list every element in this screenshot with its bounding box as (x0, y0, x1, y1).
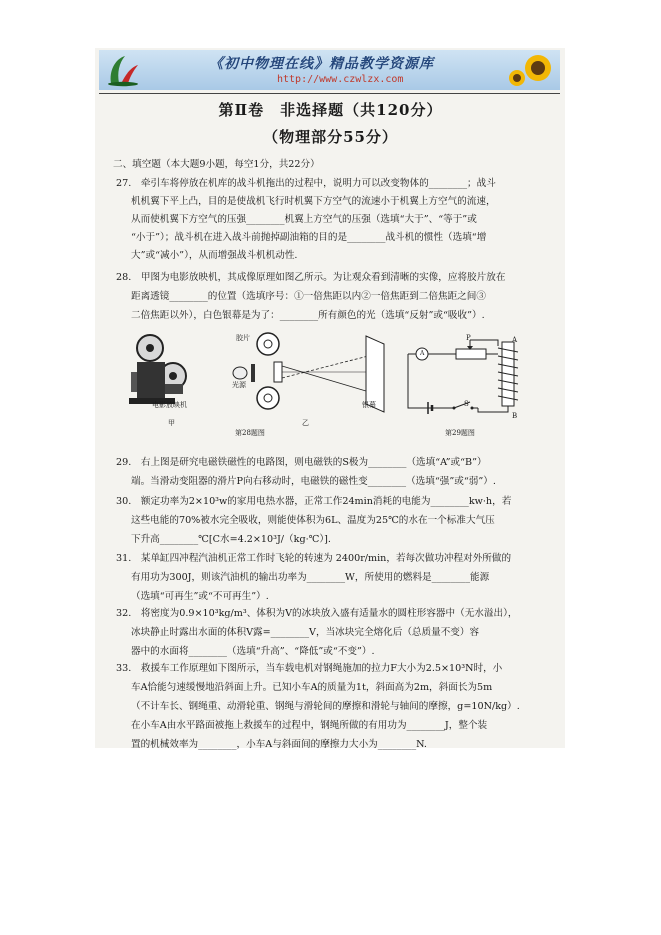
ammeter-label: A (420, 350, 425, 357)
q27-line-4: “小于”）；战斗机在进入战斗前抛掉副油箱的目的是________战斗机的惯性（选填“增 (131, 232, 487, 243)
q28-line-3: 二倍焦距以外），白色银幕是为了：________所有颜色的光（选填“反射”或“吸收”）. (131, 310, 485, 321)
q27-line-1: 27. 牵引车将停放在机库的战斗机拖出的过程中，说明力可以改变物体的________；战斗 (116, 178, 496, 189)
q29-line-1: 29. 右上图是研究电磁铁磁性的电路图，则电磁铁的S极为________（选填“A”或“B”） (116, 457, 487, 468)
figure-jia-label: 甲 (168, 419, 175, 427)
slider-p-label: P (466, 334, 471, 342)
q31-line-2: 有用功为300J，则该汽油机的输出功率为________W，所使用的燃料是________能源 (131, 572, 490, 583)
end-a-label: A (512, 336, 518, 344)
section-heading: 二、填空题（本大题9小题，每空1分，共22分） (113, 159, 320, 170)
banner-title: 《初中物理在线》精品教学资源库 (209, 56, 434, 72)
q33-line-3: （不计车长、钢绳重、动滑轮重、钢绳与滑轮间的摩擦和滑轮与轴间的摩擦，g=10N/kg）. (131, 701, 520, 712)
end-b-label: B (512, 412, 518, 420)
paper-title: 第Ⅱ卷 非选择题（共120分） (218, 101, 443, 119)
q27-line-3: 从而使机翼下方空气的压强________机翼上方空气的压强（选填“大于”、“等于”或 (131, 214, 477, 225)
q27-line-2: 机机翼下平上凸，目的是使战机飞行时机翼下方空气的流速小于机翼上方空气的流速， (131, 196, 496, 207)
figure-28-caption: 第28题图 (235, 429, 265, 437)
q30-line-1: 30. 额定功率为2×10³w的家用电热水器，正常工作24min消耗的电能为________kw·h，若 (116, 496, 512, 507)
figure-yi-label: 乙 (302, 419, 309, 427)
q32-line-3: 器中的水面将________（选填“升高”、“降低”或“不变”）. (131, 646, 375, 657)
logo-icon (105, 53, 141, 87)
q28-line-2: 距离透镜________的位置（选填序号：①一倍焦距以内②一倍焦距到二倍焦距之间③ (131, 291, 486, 302)
projector-label: 电影放映机 (152, 401, 187, 409)
q27-line-5: 大”或“减小”），从而增强战斗机机动性. (131, 250, 298, 261)
sunflower-icon (508, 52, 556, 88)
header-rule (99, 93, 560, 94)
q29-line-2: 端。当滑动变阻器的滑片P向右移动时，电磁铁的磁性变________（选填“强”或“弱”）. (131, 476, 496, 487)
paper-subtitle: （物理部分55分） (263, 128, 398, 146)
q31-line-1: 31. 某单缸四冲程汽油机正常工作时飞轮的转速为 2400r/min，若每次做功冲程对外所做的 (116, 553, 512, 564)
light-source-label: 光源 (232, 381, 246, 389)
q28-line-1: 28. 甲图为电影放映机，其成像原理如图乙所示。为让观众看到清晰的实像，应将胶片放在 (116, 272, 506, 283)
q32-line-2: 冰块静止时露出水面的体积V露=________V，当冰块完全熔化后（总质量不变）容 (131, 627, 480, 638)
q30-line-2: 这些电能的70%被水完全吸收，则能使体积为6L、温度为25℃的水在一个标准大气压 (131, 515, 495, 526)
q30-line-3: 下升高________℃[C水=4.2×10³J/（kg·℃）]. (131, 534, 331, 545)
banner-url: http://www.czwlzx.com (277, 74, 404, 85)
film-label: 胶片 (236, 334, 250, 342)
screen-label: 银幕 (362, 401, 376, 409)
circuit-figure (398, 332, 528, 420)
q33-line-2: 车A恰能匀速缓慢地沿斜面上升。已知小车A的质量为1t，斜面高为2m，斜面长为5m (131, 682, 493, 693)
q32-line-1: 32. 将密度为0.9×10³kg/m³、体积为V的冰块放入盛有适量水的圆柱形容器中（无水溢出）， (116, 608, 518, 619)
switch-s-label: S (464, 400, 469, 408)
header-banner (99, 50, 560, 90)
q33-line-5: 置的机械效率为________，小车A与斜面间的摩擦力大小为________N. (131, 739, 427, 750)
q33-line-4: 在小车A由水平路面被拖上救援车的过程中，钢绳所做的有用功为________J，整个装 (131, 720, 488, 731)
q31-line-3: （选填“可再生”或“不可再生”）. (131, 591, 269, 602)
q33-line-1: 33. 救援车工作原理如下图所示，当车载电机对钢绳施加的拉力F大小为2.5×10³N时，小 (116, 663, 503, 674)
figure-29-caption: 第29题图 (445, 429, 475, 437)
